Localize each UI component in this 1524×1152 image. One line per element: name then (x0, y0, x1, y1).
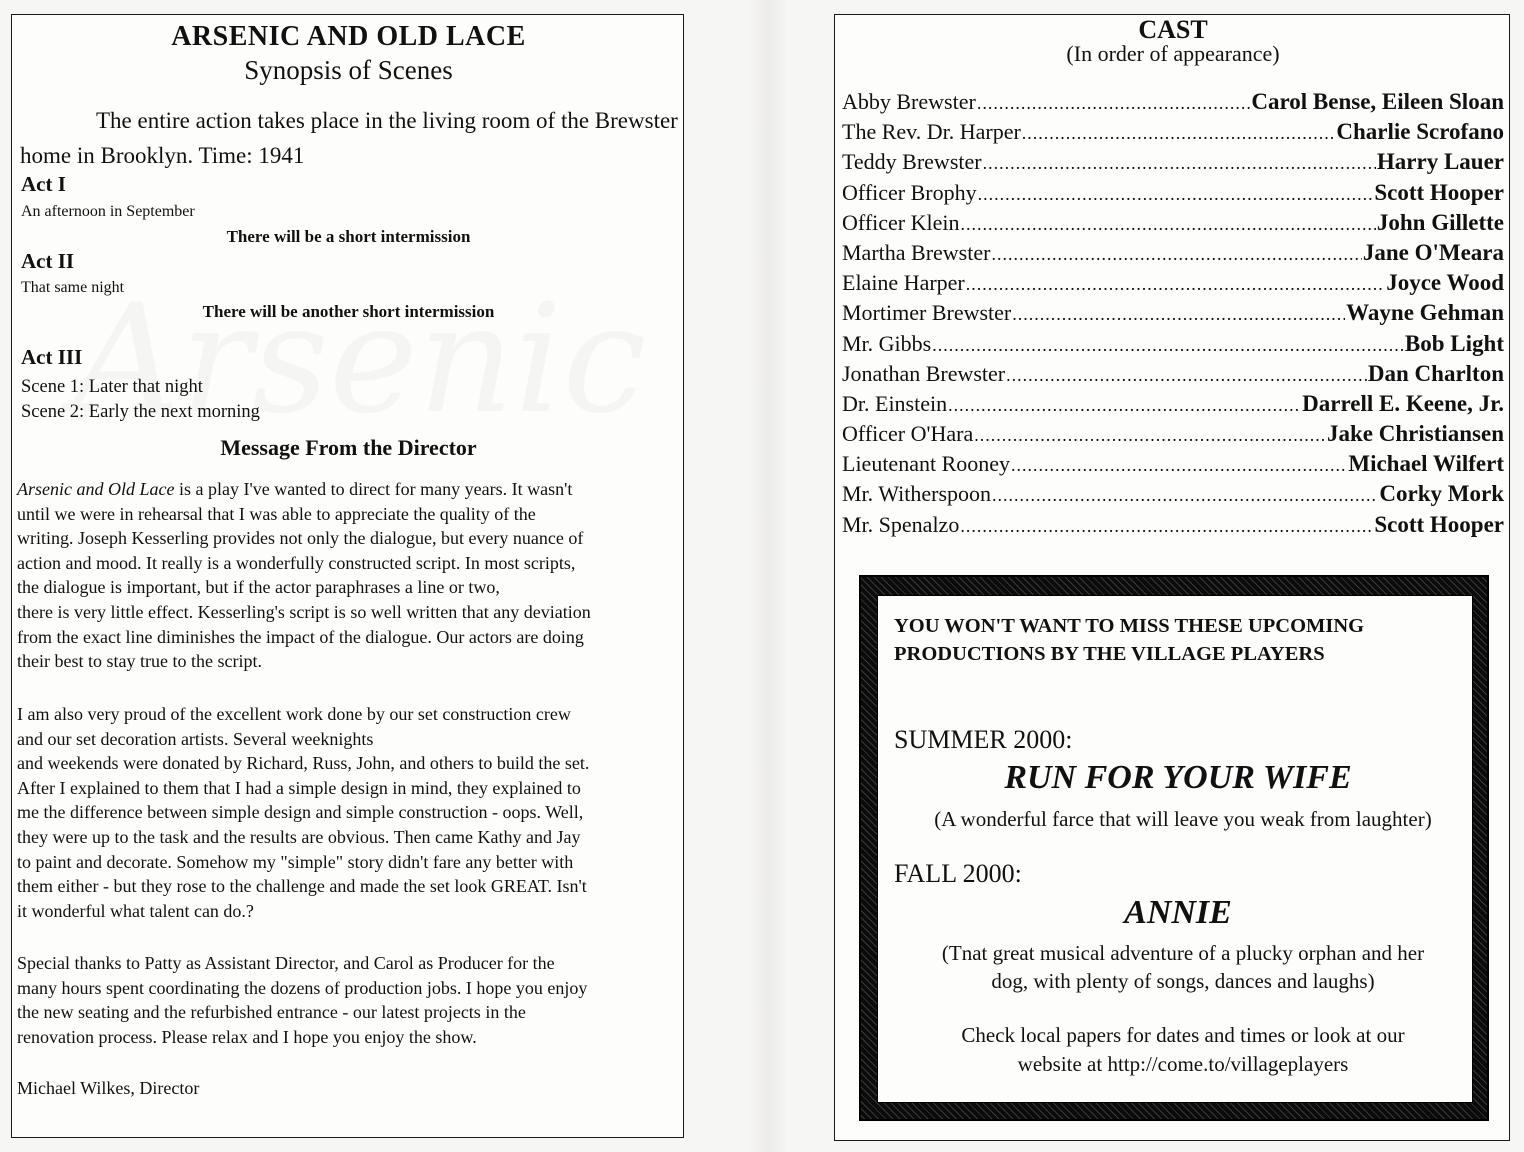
message-line: until we were in rehearsal that I was able to appreciate the quality of the (17, 503, 536, 524)
cast-actor: Dan Charlton (1367, 360, 1504, 386)
show-desc-fall (888, 939, 1478, 995)
left-page (11, 14, 684, 1138)
message-line: is a play I've wanted to direct for many years. It wasn't (174, 479, 573, 499)
dot-leader (932, 335, 1404, 356)
act-3-scene-1: Scene 1: Later that night (21, 377, 203, 397)
season-fall: FALL 2000: (894, 859, 1022, 888)
message-line: there is very little effect. Kesserling's script is so well written that any deviation (17, 601, 591, 622)
message-line: renovation process. Please relax and I hope you enjoy the show. (17, 1026, 477, 1047)
message-line: many hours spent coordinating the dozens of production jobs. I hope you enjoy (17, 977, 588, 998)
cast-row (842, 481, 1504, 511)
cast-row (842, 210, 1504, 240)
cast-actor: Charlie Scrofano (1336, 119, 1504, 145)
cast-actor: Harry Lauer (1376, 149, 1504, 175)
show-desc-line: dog, with plenty of songs, dances and laughs) (991, 969, 1375, 993)
cast-role: Jonathan Brewster (842, 360, 1006, 386)
promo-footer-line: website at http://come.to/villageplayers (1017, 1052, 1349, 1076)
message-line: writing. Joseph Kesserling provides not only the dialogue, but every nuance of (17, 528, 584, 549)
act-3-heading: Act III (21, 345, 83, 369)
cast-actor: Darrell E. Keene, Jr. (1302, 390, 1504, 416)
intermission-2: There will be another short intermission (202, 302, 495, 321)
cast-row (842, 240, 1504, 270)
right-page (834, 14, 1510, 1141)
cast-role: Mr. Witherspoon (842, 481, 992, 507)
dot-leader (992, 485, 1378, 506)
cast-row (842, 119, 1504, 149)
play-title-italic: Arsenic and Old Lace (17, 479, 175, 499)
dot-leader (974, 425, 1326, 446)
dot-leader (1011, 455, 1347, 476)
cast-actor: Scott Hooper (1374, 511, 1504, 537)
cast-row (842, 331, 1504, 361)
cast-role: Martha Brewster (842, 239, 991, 265)
cast-actor: Corky Mork (1379, 481, 1504, 507)
show-desc-line: (Tnat great musical adventure of a plucky orphan and her (941, 941, 1425, 965)
cast-actor: Scott Hooper (1374, 179, 1504, 205)
promo-heading-line: PRODUCTIONS BY THE VILLAGE PLAYERS (894, 643, 1325, 665)
cast-actor: Jake Christiansen (1327, 421, 1504, 447)
cast-role: Officer Klein (842, 209, 960, 235)
cast-actor: Michael Wilfert (1348, 451, 1504, 477)
cast-role: Dr. Einstein (842, 390, 948, 416)
promo-footer (888, 1021, 1478, 1079)
act-2-time: That same night (21, 279, 125, 296)
dot-leader (961, 214, 1376, 235)
message-paragraph-2 (17, 702, 679, 923)
message-line: action and mood. It really is a wonderfully constructed script. In most scripts, (17, 552, 576, 573)
dot-leader (966, 274, 1385, 295)
cast-heading: CAST (1138, 15, 1208, 44)
act-1-time: An afternoon in September (21, 203, 195, 220)
message-line: the dialogue is important, but if the actor paraphrases a line or two, (17, 577, 500, 598)
upcoming-productions-box (859, 575, 1489, 1121)
play-title: ARSENIC AND OLD LACE (171, 21, 526, 52)
cast-row (842, 300, 1504, 330)
cast-role: Abby Brewster (842, 89, 976, 114)
setting-text: The entire action takes place in the living room of the Brewster home in Brooklyn. Time: 1941 (20, 108, 678, 168)
dot-leader (978, 184, 1374, 205)
message-paragraph-1 (17, 477, 679, 674)
cast-actor: Wayne Gehman (1346, 300, 1504, 326)
watermark-text (72, 265, 646, 455)
message-line: and weekends were donated by Richard, Russ, John, and others to build the set. (17, 753, 590, 774)
cast-role: Lieutenant Rooney (842, 451, 1011, 477)
message-line: their best to stay true to the script. (17, 651, 262, 672)
cast-role: The Rev. Dr. Harper (842, 119, 1021, 145)
dot-leader (983, 153, 1376, 174)
cast-role: Teddy Brewster (842, 149, 982, 175)
synopsis-heading: Synopsis of Scenes (244, 55, 453, 85)
cast-actor: John Gillette (1376, 209, 1504, 235)
cast-row (842, 89, 1504, 119)
cast-actor: Bob Light (1404, 330, 1504, 356)
message-line: to paint and decorate. Somehow my "simple" story didn't fare any better with (17, 851, 574, 872)
show-title-summer: RUN FOR YOUR WIFE (1004, 759, 1352, 796)
dot-leader (1022, 123, 1336, 144)
cast-actor: Jane O'Meara (1362, 239, 1504, 265)
message-paragraph-3 (17, 951, 679, 1049)
show-title-fall: ANNIE (1124, 894, 1232, 931)
message-line: and our set decoration artists. Several weeknights (17, 728, 374, 749)
cast-role: Officer Brophy (842, 179, 977, 205)
cast-row (842, 180, 1504, 210)
message-line: Special thanks to Patty as Assistant Director, and Carol as Producer for the (17, 953, 555, 973)
dot-leader (1012, 304, 1345, 325)
cast-role: Elaine Harper (842, 270, 965, 296)
cast-role: Mr. Gibbs (842, 330, 932, 356)
cast-role: Mortimer Brewster (842, 300, 1012, 326)
message-line: them either - but they rose to the challenge and made the set look GREAT. Isn't (17, 876, 587, 897)
message-line: the new seating and the refurbished entrance - our latest projects in the (17, 1002, 526, 1023)
cast-actor: Joyce Wood (1386, 270, 1504, 296)
cast-row (842, 451, 1504, 481)
show-desc-summer: (A wonderful farce that will leave you weak from laughter) (934, 807, 1432, 831)
dot-leader (1006, 365, 1367, 386)
dot-leader (960, 516, 1373, 537)
intermission-1: There will be a short intermission (226, 227, 471, 246)
promo-footer-line: Check local papers for dates and times or look at our (961, 1023, 1405, 1047)
act-2-heading: Act II (21, 249, 75, 273)
promo-heading-line: YOU WON'T WANT TO MISS THESE UPCOMING (894, 615, 1365, 637)
message-line: from the exact line diminishes the impact of the dialogue. Our actors are doing (17, 626, 584, 647)
director-message-heading: Message From the Director (220, 435, 477, 460)
cast-row (842, 270, 1504, 300)
cast-list (842, 89, 1504, 542)
message-line: I am also very proud of the excellent work done by our set construction crew (17, 704, 571, 724)
upcoming-productions-panel (877, 595, 1473, 1103)
message-line: me the difference between simple design and simple construction - oops. Well, (17, 802, 584, 823)
cast-row (842, 149, 1504, 179)
cast-row (842, 361, 1504, 391)
cast-row (842, 391, 1504, 421)
act-3-scene-2: Scene 2: Early the next morning (21, 402, 260, 422)
message-line: it wonderful what talent can do.? (17, 900, 254, 921)
act-1-heading: Act I (21, 172, 66, 196)
cast-role: Officer O'Hara (842, 421, 974, 447)
message-line: After I explained to them that I had a simple design in mind, they explained to (17, 777, 581, 798)
season-summer: SUMMER 2000: (894, 725, 1073, 754)
message-line: they were up to the task and the results are obvious. Then came Kathy and Jay (17, 826, 581, 847)
center-fold (748, 0, 788, 1152)
cast-row (842, 512, 1504, 542)
cast-role: Mr. Spenalzo (842, 511, 960, 537)
cast-actor: Carol Bense, Eileen Sloan (1251, 89, 1504, 114)
dot-leader (948, 395, 1301, 416)
dot-leader (991, 244, 1361, 265)
promo-heading (894, 612, 1474, 668)
cast-row (842, 421, 1504, 451)
director-signature: Michael Wilkes, Director (17, 1078, 200, 1098)
dot-leader (977, 93, 1251, 114)
cast-subheading: (In order of appearance) (1066, 41, 1280, 66)
